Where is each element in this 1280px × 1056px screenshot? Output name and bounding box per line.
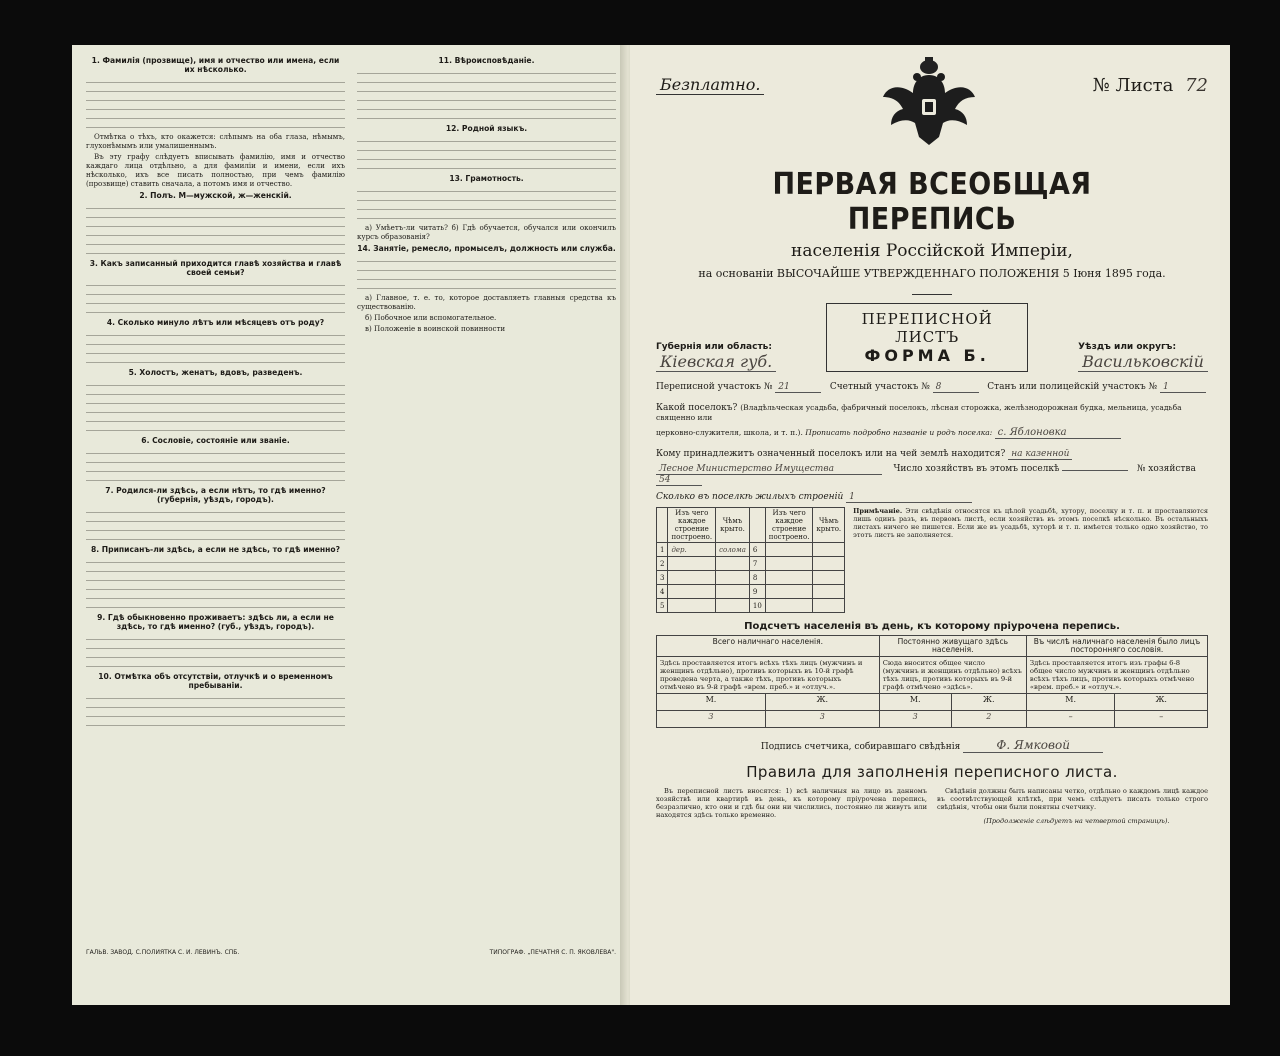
row-material	[765, 543, 813, 557]
count-v3f: –	[1115, 711, 1208, 728]
count-m2: М.	[879, 694, 951, 711]
instruction-text: б) Побочное или вспомогательное.	[365, 313, 497, 322]
free-label: Безплатно.	[656, 75, 764, 95]
row-roof	[716, 571, 750, 585]
header-row	[656, 55, 1208, 165]
instruction-body	[86, 76, 345, 130]
instruction-body	[86, 633, 345, 669]
col-material: Изъ чего каждое строение построено.	[668, 508, 716, 543]
households-label: Число хозяйствъ въ этомъ поселкѣ	[893, 464, 1060, 474]
count-v1f: 3	[765, 711, 879, 728]
instruction-heading: 7. Родился-ли здѣсь, а если нѣтъ, то гдѣ именно? (губернія, уѣздъ, городъ).	[105, 486, 326, 504]
census-area-value: 21	[775, 382, 821, 393]
row-number: 9	[749, 585, 765, 599]
instruction-text: а) Главное, т. е. то, которое доставляетъ главныя средства къ существованію.	[357, 293, 616, 311]
settlement-line	[656, 403, 1208, 423]
row-material	[765, 599, 813, 613]
instruction-body	[86, 279, 345, 315]
census-area-label: Переписной участокъ №	[656, 382, 773, 392]
count-f2: Ж.	[951, 694, 1026, 711]
rules-body	[656, 787, 1208, 827]
row-number: 6	[749, 543, 765, 557]
table-row	[657, 599, 845, 613]
row-number: 5	[657, 599, 668, 613]
form-box-title: ПЕРЕПИСНОЙ ЛИСТЪ	[861, 310, 993, 346]
location-row	[656, 303, 1208, 372]
row-material	[765, 571, 813, 585]
table-row	[657, 557, 845, 571]
instruction-body	[357, 135, 616, 171]
instruction-text: в) Положеніе в воинской повинности	[365, 324, 506, 333]
count-title: Подсчетъ населенія въ день, къ которому пріурочена перепись.	[744, 621, 1120, 632]
settlement-value: с. Яблоновка	[995, 427, 1121, 439]
settlement-desc: (Владѣльческая усадьба, фабричный поселокъ, лѣсная сторожка, желѣзнодорожная будка, мельница, усадьба священно или	[656, 403, 1182, 422]
instruction-body	[357, 185, 616, 221]
sheet-number-label: № Листа	[1092, 75, 1174, 96]
row-number: 4	[657, 585, 668, 599]
count-t3: Здѣсь проставляется итогъ изъ графы 6-8 общее число мужчинъ и женщинъ отдѣльно всѣхъ тѣхъ лицъ, противъ которыхъ отмѣчено «врем. преб.» и «отлуч.».	[1026, 657, 1207, 694]
buildings-note	[853, 507, 1208, 613]
instruction-body	[86, 379, 345, 433]
instruction-heading: 13. Грамотность.	[449, 174, 524, 183]
page-subtitle: населенія Россійской Имперіи,	[791, 241, 1073, 261]
rules-left-text: Въ переписной листъ вносятся: 1) всѣ наличныя на лицо въ данномъ хозяйствѣ или квартирѣ въ день, къ которому пріурочена перепись, безразлично, кто они и гдѣ бы они ни числились, постоянно ли живутъ или находятся здѣсь только временно.	[656, 787, 927, 819]
count-table	[656, 635, 1208, 728]
count-t1: Здѣсь проставляется итогъ всѣхъ тѣхъ лицъ (мужчинъ и женщинъ отдѣльно), противъ которыхъ въ 10-й графѣ проведена черта, а также тѣхъ, противъ которыхъ отмѣчено въ 9-й графѣ «врем. преб.» и «отлуч.».	[657, 657, 880, 694]
row-material	[668, 557, 716, 571]
row-roof: солома	[716, 543, 750, 557]
owner-line	[656, 449, 1208, 460]
row-roof	[716, 585, 750, 599]
household-no-value: 54	[656, 475, 702, 486]
col-roof: Чѣмъ крыто.	[716, 508, 750, 543]
col-material-2: Изъ чего каждое строение построено.	[765, 508, 813, 543]
instruction-body	[86, 556, 345, 610]
row-number: 2	[657, 557, 668, 571]
count-h2: Постоянно живущаго здѣсь населенія.	[879, 636, 1026, 657]
row-number: 10	[749, 599, 765, 613]
row-material	[668, 599, 716, 613]
province-field	[656, 342, 776, 372]
signature-line	[656, 738, 1208, 753]
police-area-value: 1	[1160, 382, 1206, 393]
legal-basis: на основаніи ВЫСОЧАЙШЕ УТВЕРЖДЕННАГО ПОЛОЖЕНІЯ 5 Іюня 1895 года.	[698, 267, 1166, 280]
instruction-heading: 11. Вѣроисповѣданіе.	[438, 56, 535, 65]
instruction-heading: 8. Приписанъ-ли здѣсь, а если не здѣсь, то гдѣ именно?	[90, 545, 341, 554]
instruction-body	[86, 329, 345, 365]
row-material	[668, 585, 716, 599]
form-box-subtitle: ФОРМА Б.	[864, 346, 990, 365]
count-m3: М.	[1026, 694, 1115, 711]
district-field	[1078, 342, 1208, 372]
count-f1: Ж.	[765, 694, 879, 711]
settlement-line-2	[656, 427, 1208, 439]
settlement-note: Прописать подробно названіе и родъ поселка:	[805, 428, 993, 437]
count-h1: Всего наличнаго населенія.	[657, 636, 880, 657]
form-box	[826, 303, 1028, 372]
instruction-body	[86, 506, 345, 542]
col-roof-2: Чѣмъ крыто.	[813, 508, 845, 543]
row-material	[765, 585, 813, 599]
count-m1: М.	[657, 694, 766, 711]
instruction-body	[357, 255, 616, 291]
buildings-line	[656, 492, 1208, 503]
count-area-label: Счетный участокъ №	[829, 382, 930, 392]
divider	[912, 294, 952, 295]
settlement-label: Какой поселокъ?	[656, 403, 738, 413]
district-value: Васильковскій	[1078, 352, 1208, 372]
rules-continuation: (Продолженіе слѣдуетъ на четвертой страницѣ).	[983, 817, 1170, 825]
imperial-eagle-emblem-icon	[879, 53, 979, 153]
signature-value: Ф. Ямковой	[963, 738, 1103, 753]
left-footer	[86, 949, 616, 956]
row-roof	[813, 571, 845, 585]
instruction-heading: 9. Гдѣ обыкновенно проживаетъ: здѣсь ли, а если не здѣсь, то гдѣ именно? (губ., уѣздъ, городъ).	[97, 613, 334, 631]
buildings-value: 1	[846, 492, 972, 503]
instruction-heading: 14. Занятіе, ремесло, промыселъ, должность или служба.	[357, 244, 616, 253]
households-value	[1062, 470, 1128, 471]
count-v1m: 3	[657, 711, 766, 728]
rules-title: Правила для заполненія переписного листа.	[746, 763, 1118, 781]
table-row	[657, 585, 845, 599]
buildings-table	[656, 507, 845, 613]
row-number: 7	[749, 557, 765, 571]
row-roof	[813, 585, 845, 599]
right-page	[630, 45, 1230, 1005]
district-label: Уѣздъ или округъ:	[1078, 342, 1177, 352]
rules-left	[656, 787, 927, 827]
count-t2: Сюда вносится общее число (мужчинъ и женщинъ отдѣльно) всѣхъ тѣхъ лицъ, противъ которыхъ въ 9-й графѣ отмѣчено «здѣсь».	[879, 657, 1026, 694]
instruction-heading: 3. Какъ записанный приходится главѣ хозяйства и главѣ своей семьи?	[89, 259, 342, 277]
owner-value-2: Лесное Министерство Имущества	[656, 464, 882, 475]
instructions-column-2	[357, 53, 616, 943]
province-value: Кіевская губ.	[656, 352, 776, 372]
table-row	[657, 543, 845, 557]
row-roof	[716, 599, 750, 613]
row-roof	[716, 557, 750, 571]
rules-right-text: Свѣдѣнія должны быть написаны четко, отдѣльно о каждомъ лицѣ каждое въ соотвѣтствующей клѣткѣ, при чемъ слѣдуетъ писать только строго свѣдѣнія, чтобы они были понятны счетчику.	[937, 787, 1208, 811]
instructions-column-1	[86, 53, 345, 943]
printer-imprint-left: ГАЛЬВ. ЗАВОД. С.ПОЛИЯТКА С. И. ЛЕВИНЪ. СПБ.	[86, 949, 240, 956]
owner-label: Кому принадлежитъ означенный поселокъ или на чей землѣ находится?	[656, 449, 1006, 459]
instruction-text: Отмѣтка о тѣхъ, кто окажется: слѣпымъ на оба глаза, нѣмымъ, глухонѣмымъ или умалишеннымъ.	[86, 132, 345, 150]
instruction-heading: 2. Полъ. М—мужской, ж—женскій.	[139, 191, 292, 200]
count-v2m: 3	[879, 711, 951, 728]
sheet-number	[1093, 75, 1208, 96]
instruction-heading: 1. Фамилія (прозвище), имя и отчество или имена, если их нѣсколько.	[91, 56, 340, 74]
count-f3: Ж.	[1115, 694, 1208, 711]
instruction-body	[86, 202, 345, 256]
areas-line	[656, 382, 1208, 393]
note-text: Эти свѣдѣнія относятся къ цѣлой усадьбѣ, хутору, поселку и т. п. и проставляются лишь одинъ разъ, въ первомъ листѣ, если хозяйствъ въ этомъ поселкѣ нѣсколько. Въ остальныхъ листахъ ничего не пишется. Если же въ усадьбѣ, хуторѣ и т. п. имѣется только одно хозяйство, то этотъ листъ не заполняется.	[853, 507, 1208, 539]
instruction-body	[86, 447, 345, 483]
count-v3m: –	[1026, 711, 1115, 728]
police-area-label: Станъ или полицейскій участокъ №	[987, 382, 1158, 392]
signature-label: Подпись счетчика, собиравшаго свѣдѣнія	[760, 742, 961, 752]
instruction-heading: 6. Сословіе, состояніе или званіе.	[141, 436, 290, 445]
province-label: Губернія или область:	[656, 342, 772, 352]
rules-right	[937, 787, 1208, 827]
row-material	[765, 557, 813, 571]
instruction-heading: 10. Отмѣтка объ отсутствіи, отлучкѣ и о временномъ пребываніи.	[98, 672, 333, 690]
row-number: 3	[657, 571, 668, 585]
count-area-value: 8	[933, 382, 979, 393]
printer-imprint-right: ТИПОГРАФ. „ПЕЧАТНЯ С. П. ЯКОВЛЕВА".	[489, 949, 616, 956]
note-title: Примѣчаніе.	[853, 507, 903, 515]
instruction-heading: 12. Родной языкъ.	[445, 124, 528, 133]
instruction-text: а) Умѣетъ-ли читать? б) Гдѣ обучается, обучался или окончилъ курсъ образованія?	[357, 223, 616, 241]
owner-value: на казенной	[1008, 449, 1072, 460]
row-roof	[813, 599, 845, 613]
instruction-heading: 5. Холостъ, женатъ, вдовъ, разведенъ.	[128, 368, 303, 377]
instruction-body	[357, 67, 616, 121]
page-title: ПЕРВАЯ ВСЕОБЩАЯ ПЕРЕПИСЬ	[772, 167, 1092, 237]
row-number: 1	[657, 543, 668, 557]
row-roof	[813, 557, 845, 571]
household-no-label: № хозяйства	[1136, 464, 1196, 474]
instruction-text: Въ эту графу слѣдуетъ вписывать фамилію, имя и отчество каждаго лица отдѣльно, а для фамиліи и имени, если ихъ нѣсколько, ихъ все писать полностью, при чемъ фамилію (прозвище) ставить сначала, а потомъ имя и отчество.	[86, 152, 345, 188]
settlement-desc-2: церковно-служителя, школа, и т. п.).	[656, 428, 803, 437]
count-v2f: 2	[951, 711, 1026, 728]
table-row	[657, 571, 845, 585]
count-h3: Въ числѣ наличнаго населенія было лицъ посторонняго сословія.	[1026, 636, 1207, 657]
buildings-area	[656, 507, 1208, 613]
row-material: дер.	[668, 543, 716, 557]
buildings-label: Сколько въ поселкѣ жилыхъ строеній	[656, 492, 844, 502]
sheet-number-value: 72	[1185, 75, 1208, 96]
row-roof	[813, 543, 845, 557]
instruction-body	[86, 692, 345, 728]
instruction-heading: 4. Сколько минуло лѣтъ или мѣсяцевъ отъ роду?	[106, 318, 325, 327]
owner-line-2	[656, 464, 1208, 486]
left-page	[72, 45, 630, 1005]
row-number: 8	[749, 571, 765, 585]
row-material	[668, 571, 716, 585]
